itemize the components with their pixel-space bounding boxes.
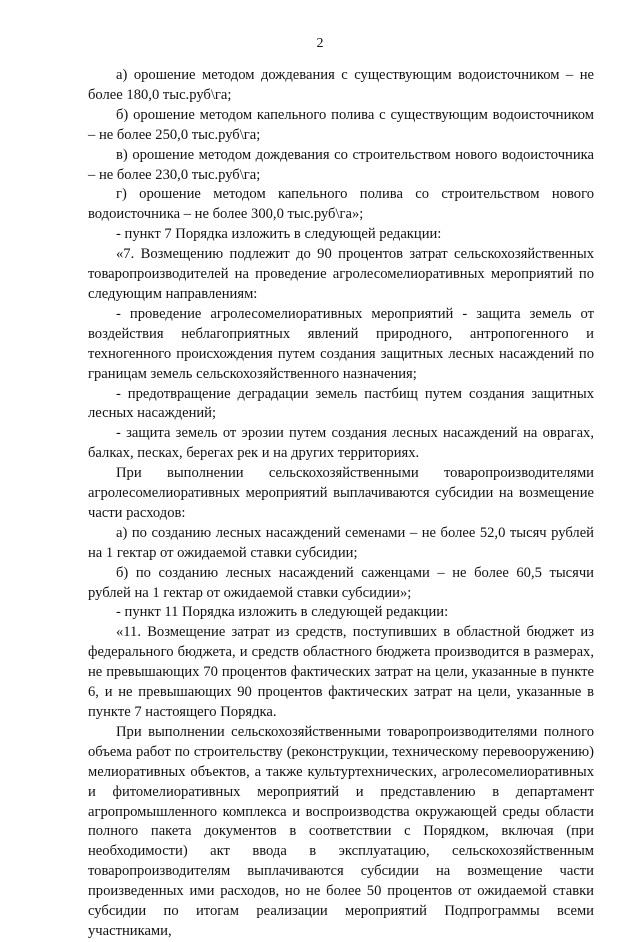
paragraph-item7-intro: - пункт 7 Порядка изложить в следующей редакции: [116, 226, 442, 243]
paragraph-direction-3: - защита земель от эрозии путем создания лесных насаждений на оврагах, балках, песках, берегах рек и на других территориях. [88, 425, 594, 462]
paragraph-irrigation-c: в) орошение методом дождевания со строительством нового водоисточника – не более 230,0 тыс.руб\га; [88, 146, 594, 183]
paragraph-direction-1: - проведение агролесомелиоративных мероприятий - защита земель от воздействия неблагоприятных явлений природного, антропогенного и техногенного происхождения путем создания защитных лесных насаждений по границам земель сельскохозяйственного назначения; [88, 305, 594, 382]
paragraph-irrigation-b: б) орошение методом капельного полива с существующим водоисточником – не более 250,0 тыс.руб\га; [88, 106, 594, 143]
paragraph-subsidy-intro: При выполнении сельскохозяйственными товаропроизводителями агролесомелиоративных мероприятий выплачиваются субсидии на возмещение части расходов: [88, 465, 594, 521]
paragraph-seeds: а) по созданию лесных насаждений семенами – не более 52,0 тысяч рублей на 1 гектар от ожидаемой ставки субсидии; [88, 524, 594, 561]
document-body [88, 66, 594, 942]
paragraph-direction-2: - предотвращение деградации земель пастбищ путем создания защитных лесных насаждений; [88, 385, 594, 422]
paragraph-item11: «11. Возмещение затрат из средств, поступивших в областной бюджет из федерального бюджета, и средств областного бюджета производится в размерах, не превышающих 70 процентов фактических затрат на цели, указанные в пункте 6, и не превышающих 90 процентов фактических затрат на цели, указанные в пункте 7 настоящего Порядка. [88, 624, 594, 720]
paragraph-full-volume: При выполнении сельскохозяйственными товаропроизводителями полного объема работ по строительству (реконструкции, техническому перевооружению) мелиоративных объектов, а также культуртехнических, агролесомелиоративных и фитомелиоративных мероприятий и представлению в департамент агропромышленного комплекса и воспроизводства окружающей среды области полного пакета документов в соответствии с Порядком, включая (при необходимости) акт ввода в эксплуатацию, сельскохозяйственным товаропроизводителям выплачиваются субсидии на возмещение части произведенных ими расходов, но не более 50 процентов от ожидаемой ставки субсидии по итогам реализации мероприятий Подпрограммы всеми участниками, [88, 723, 594, 939]
paragraph-seedlings: б) по созданию лесных насаждений саженцами – не более 60,5 тысячи рублей на 1 гектар от ожидаемой ставки субсидии»; [88, 564, 594, 601]
paragraph-item11-intro: - пункт 11 Порядка изложить в следующей редакции: [116, 604, 449, 621]
paragraph-irrigation-a: а) орошение методом дождевания с существующим водоисточником – не более 180,0 тыс.руб\га; [88, 67, 594, 103]
paragraph-irrigation-d: г) орошение методом капельного полива со строительством нового водоисточника – не более 300,0 тыс.руб\га»; [88, 186, 594, 223]
paragraph-item7: «7. Возмещению подлежит до 90 процентов затрат сельскохозяйственных товаропроизводителей на проведение агролесомелиоративных мероприятий по следующим направлениям: [88, 246, 594, 302]
page-number: 2 [316, 36, 324, 51]
